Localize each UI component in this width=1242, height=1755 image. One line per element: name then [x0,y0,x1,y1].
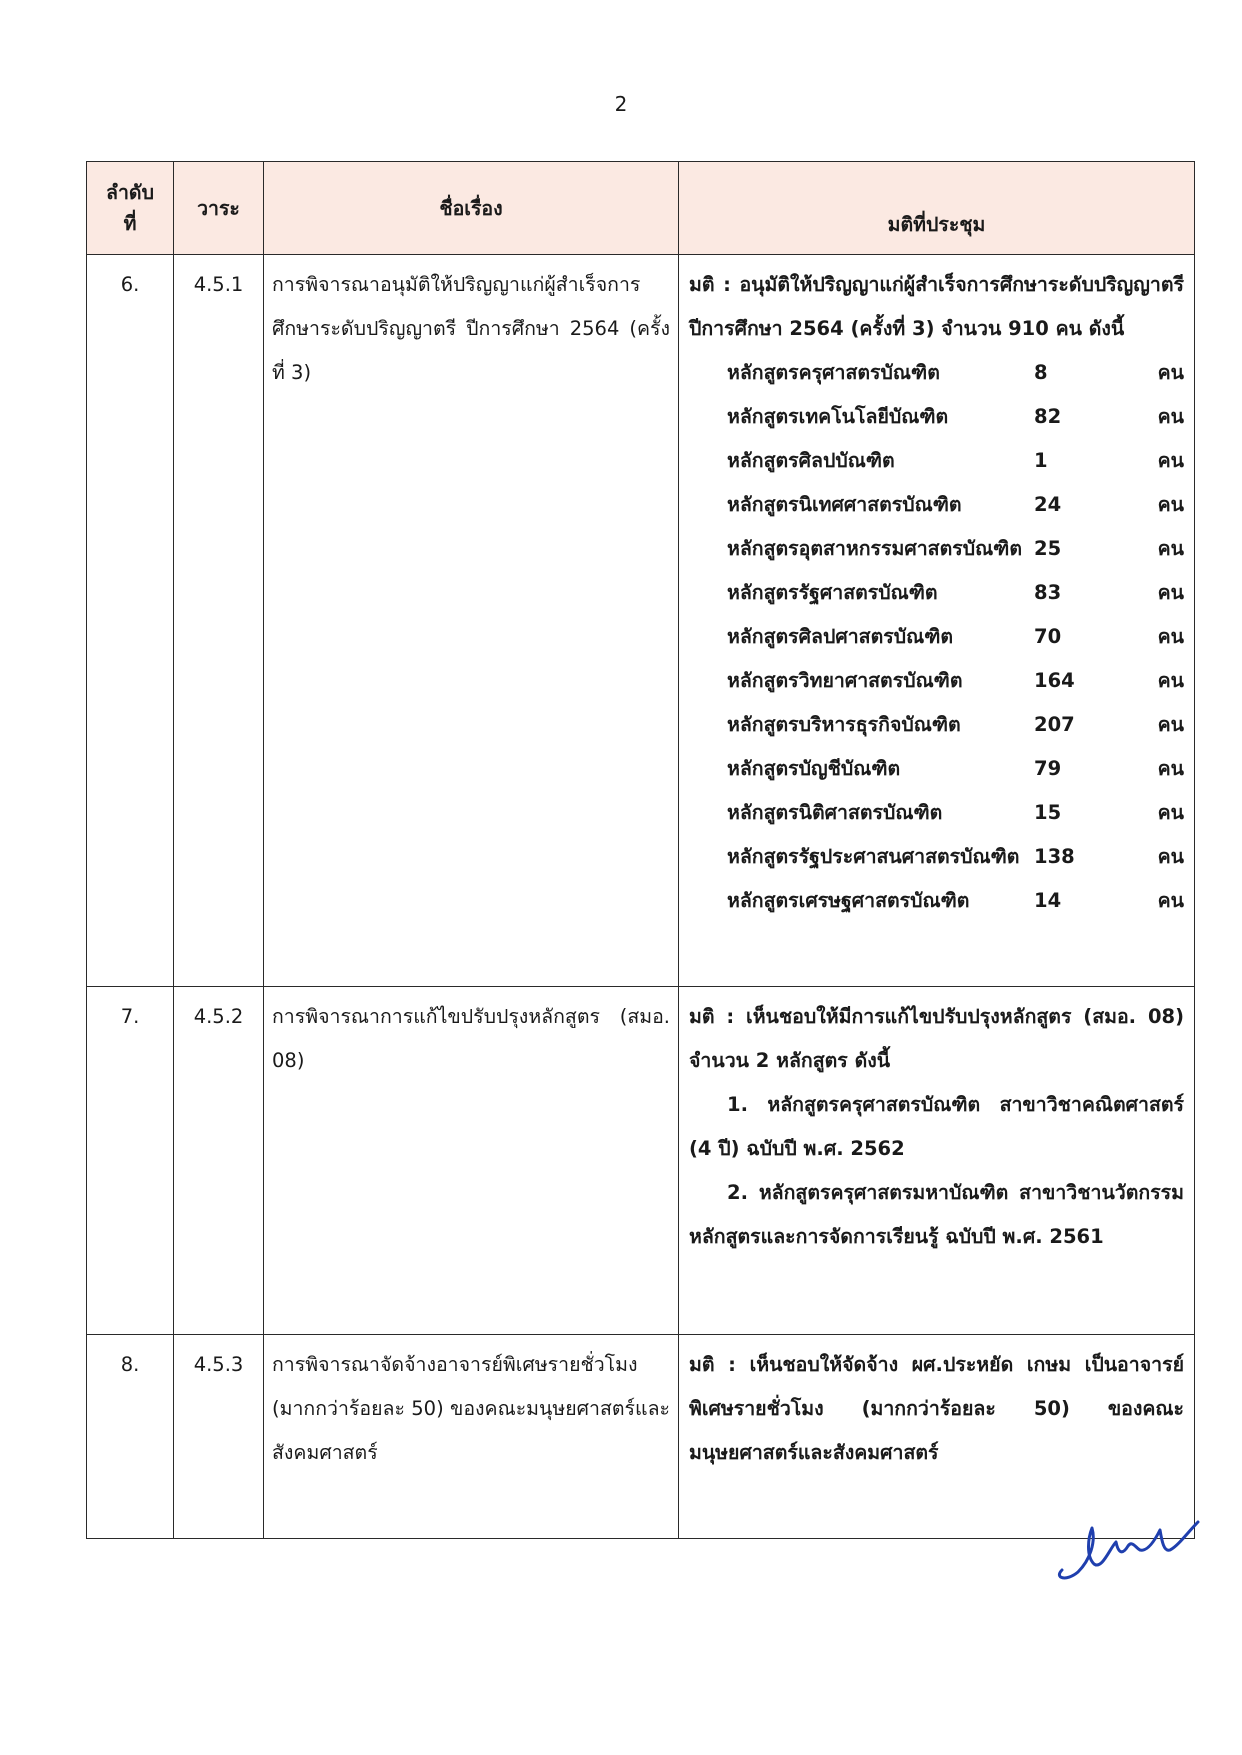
list-item [689,615,1184,659]
row-order: 8. [87,1335,174,1539]
list-item [689,659,1184,703]
header-order [87,162,174,255]
row-agenda: 4.5.2 [174,987,264,1335]
list-item [689,571,1184,615]
program-unit: คน [1157,713,1184,736]
resolution-intro: มติ : เห็นชอบให้จัดจ้าง ผศ.ประหยัด เกษม เป็นอาจารย์พิเศษรายชั่วโมง (มากกว่าร้อยละ 50) ของคณะมนุษยศาสตร์และสังคมศาสตร์ [689,1353,1184,1464]
program-count: 15 [1034,801,1062,824]
program-count: 138 [1034,845,1075,868]
program-name: หลักสูตรศิลปศาสตรบัณฑิต [727,625,954,648]
header-order-line2: ที่ [123,212,137,235]
resolution-intro: มติ : อนุมัติให้ปริญญาแก่ผู้สำเร็จการศึกษาระดับปริญญาตรี ปีการศึกษา 2564 (ครั้งที่ 3) จำนวน 910 คน ดังนี้ [689,273,1184,340]
list-item [689,439,1184,483]
list-item [689,747,1184,791]
program-unit: คน [1157,669,1184,692]
program-name: หลักสูตรครุศาสตรบัณฑิต [727,361,940,384]
program-name: หลักสูตรบริหารธุรกิจบัณฑิต [727,713,961,736]
program-count: 164 [1034,669,1075,692]
page-number: 2 [614,92,628,116]
resolution-intro: มติ : เห็นชอบให้มีการแก้ไขปรับปรุงหลักสูตร (สมอ. 08) จำนวน 2 หลักสูตร ดังนี้ [689,1005,1184,1072]
header-order-line1: ลำดับ [106,181,154,204]
program-unit: คน [1157,581,1184,604]
list-item [689,879,1184,923]
program-count: 25 [1034,537,1062,560]
row-agenda: 4.5.1 [174,255,264,987]
signature-mark [1052,1508,1200,1586]
resolution-item: 1. หลักสูตรครุศาสตรบัณฑิต สาขาวิชาคณิตศาสตร์ (4 ปี) ฉบับปี พ.ศ. 2562 [689,1093,1184,1160]
table-row [87,255,1195,987]
program-count: 207 [1034,713,1075,736]
program-count: 1 [1034,449,1048,472]
program-name: หลักสูตรบัญชีบัณฑิต [727,757,901,780]
program-unit: คน [1157,361,1184,384]
program-list [689,351,1184,923]
program-unit: คน [1157,889,1184,912]
row-subject: การพิจารณาจัดจ้างอาจารย์พิเศษรายชั่วโมง (มากกว่าร้อยละ 50) ของคณะมนุษยศาสตร์และสังคมศาสตร์ [264,1335,679,1539]
row-subject: การพิจารณาการแก้ไขปรับปรุงหลักสูตร (สมอ. 08) [264,987,679,1335]
list-item [689,791,1184,835]
row-agenda: 4.5.3 [174,1335,264,1539]
program-count: 14 [1034,889,1062,912]
program-count: 82 [1034,405,1062,428]
program-count: 83 [1034,581,1062,604]
list-item [689,395,1184,439]
header-subject: ชื่อเรื่อง [264,162,679,255]
program-unit: คน [1157,845,1184,868]
program-name: หลักสูตรรัฐศาสตรบัณฑิต [727,581,938,604]
program-name: หลักสูตรนิเทศศาสตรบัณฑิต [727,493,962,516]
table-row [87,1335,1195,1539]
program-unit: คน [1157,801,1184,824]
program-name: หลักสูตรศิลปบัณฑิต [727,449,895,472]
program-count: 24 [1034,493,1062,516]
resolution-item: 2. หลักสูตรครุศาสตรมหาบัณฑิต สาขาวิชานวัตกรรมหลักสูตรและการจัดการเรียนรู้ ฉบับปี พ.ศ. 2561 [689,1181,1184,1248]
program-unit: คน [1157,625,1184,648]
header-agenda: วาระ [174,162,264,255]
minutes-table [86,161,1195,1539]
program-count: 70 [1034,625,1062,648]
list-item [689,527,1184,571]
list-item [689,351,1184,395]
list-item [689,483,1184,527]
row-subject: การพิจารณาอนุมัติให้ปริญญาแก่ผู้สำเร็จการศึกษาระดับปริญญาตรี ปีการศึกษา 2564 (ครั้งที่ 3) [264,255,679,987]
program-name: หลักสูตรเศรษฐศาสตรบัณฑิต [727,889,970,912]
program-unit: คน [1157,493,1184,516]
program-unit: คน [1157,537,1184,560]
program-name: หลักสูตรเทคโนโลยีบัณฑิต [727,405,949,428]
program-name: หลักสูตรรัฐประศาสนศาสตรบัณฑิต [727,845,1020,868]
list-item [689,703,1184,747]
row-resolution [679,255,1195,987]
program-name: หลักสูตรอุตสาหกรรมศาสตรบัณฑิต [727,537,1023,560]
list-item [689,835,1184,879]
row-resolution [679,987,1195,1335]
program-unit: คน [1157,405,1184,428]
program-count: 8 [1034,361,1048,384]
program-unit: คน [1157,757,1184,780]
signature-stroke [1059,1522,1198,1578]
program-name: หลักสูตรวิทยาศาสตรบัณฑิต [727,669,963,692]
row-order: 7. [87,987,174,1335]
program-count: 79 [1034,757,1062,780]
row-order: 6. [87,255,174,987]
table-header-row [87,162,1195,255]
program-name: หลักสูตรนิติศาสตรบัณฑิต [727,801,943,824]
program-unit: คน [1157,449,1184,472]
header-resolution: มติที่ประชุม [679,162,1195,255]
table-row [87,987,1195,1335]
